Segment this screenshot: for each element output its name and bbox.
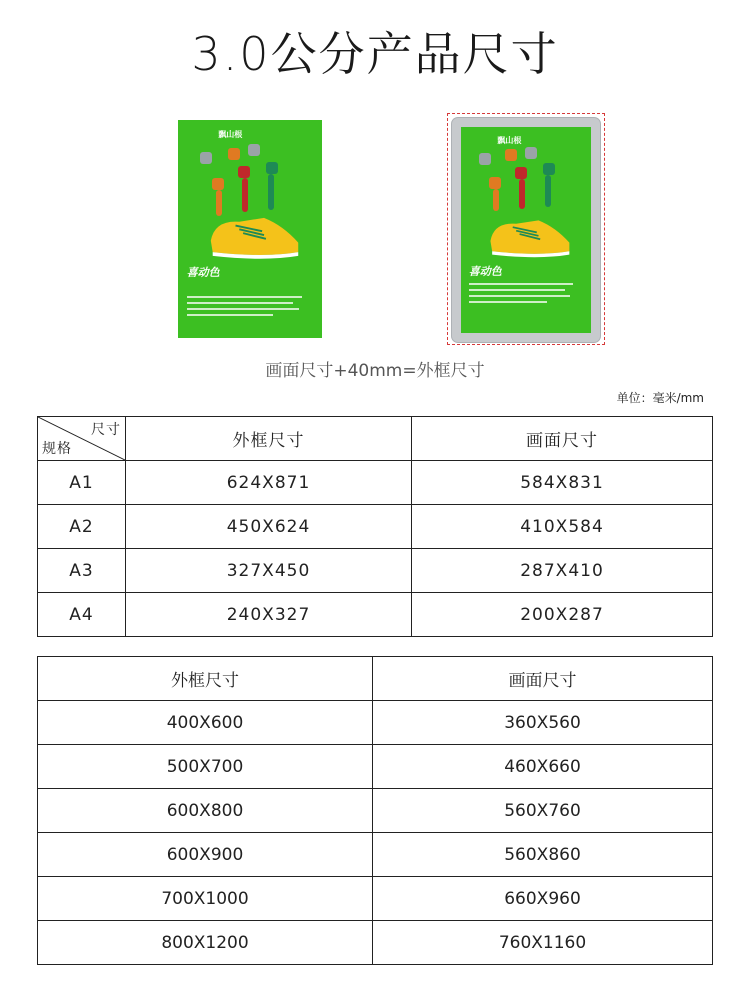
outer-size-cell: 240X327 [126, 593, 412, 637]
image-size-cell: 410X584 [412, 505, 713, 549]
table-row [38, 549, 713, 593]
poster-slogan: 喜动色 [186, 265, 220, 279]
image-size-cell: 360X560 [373, 701, 713, 745]
table-row [38, 789, 713, 833]
unit-label: 单位：毫米/mm [616, 391, 704, 405]
outer-size-cell: 400X600 [38, 701, 373, 745]
image-size-cell: 560X860 [373, 833, 713, 877]
spec-cell: A4 [38, 593, 126, 637]
corner-spec-label: 规格 [42, 441, 72, 457]
shoe-graphic [207, 212, 302, 260]
framed-poster-image [461, 127, 591, 333]
table-row [38, 593, 713, 637]
table-row [38, 701, 713, 745]
image-size-cell: 560X760 [373, 789, 713, 833]
framed-shoe-graphic [487, 214, 573, 259]
image-size-cell: 660X960 [373, 877, 713, 921]
image-size-cell: 460X660 [373, 745, 713, 789]
page-title: 3.0公分产品尺寸 [191, 27, 559, 81]
table-row [38, 461, 713, 505]
table-row [38, 877, 713, 921]
framed-poster-slogan: 喜动色 [468, 264, 502, 278]
size-formula-caption: 画面尺寸+40mm=外框尺寸 [265, 361, 485, 381]
spec-cell: A2 [38, 505, 126, 549]
poster-image [178, 120, 322, 338]
spec-cell: A3 [38, 549, 126, 593]
spec-cell: A1 [38, 461, 126, 505]
outer-size-cell: 800X1200 [38, 921, 373, 965]
outer-size-cell: 700X1000 [38, 877, 373, 921]
image-size-cell: 760X1160 [373, 921, 713, 965]
outer-size-cell: 450X624 [126, 505, 412, 549]
header-outer-size: 外框尺寸 [38, 657, 373, 701]
aluminum-frame [452, 118, 600, 342]
table-row [38, 505, 713, 549]
diagonal-header-cell [38, 417, 126, 461]
outer-size-cell: 600X800 [38, 789, 373, 833]
header-outer-size: 外框尺寸 [126, 417, 412, 461]
outer-size-cell: 500X700 [38, 745, 373, 789]
outer-size-cell: 327X450 [126, 549, 412, 593]
image-size-cell: 584X831 [412, 461, 713, 505]
table-row [38, 921, 713, 965]
table-header-row [38, 417, 713, 461]
table-header-row [38, 657, 713, 701]
poster-brand: 飘山根 [218, 129, 243, 139]
outer-size-cell: 624X871 [126, 461, 412, 505]
table-row [38, 745, 713, 789]
image-size-cell: 287X410 [412, 549, 713, 593]
image-size-cell: 200X287 [412, 593, 713, 637]
header-image-size: 画面尺寸 [412, 417, 713, 461]
standard-size-table [37, 416, 713, 637]
header-image-size: 画面尺寸 [373, 657, 713, 701]
custom-size-table [37, 656, 713, 965]
table-row [38, 833, 713, 877]
framed-poster-brand: 飘山根 [497, 136, 522, 146]
outer-size-cell: 600X900 [38, 833, 373, 877]
framed-poster [447, 113, 605, 345]
corner-size-label: 尺寸 [91, 422, 121, 438]
